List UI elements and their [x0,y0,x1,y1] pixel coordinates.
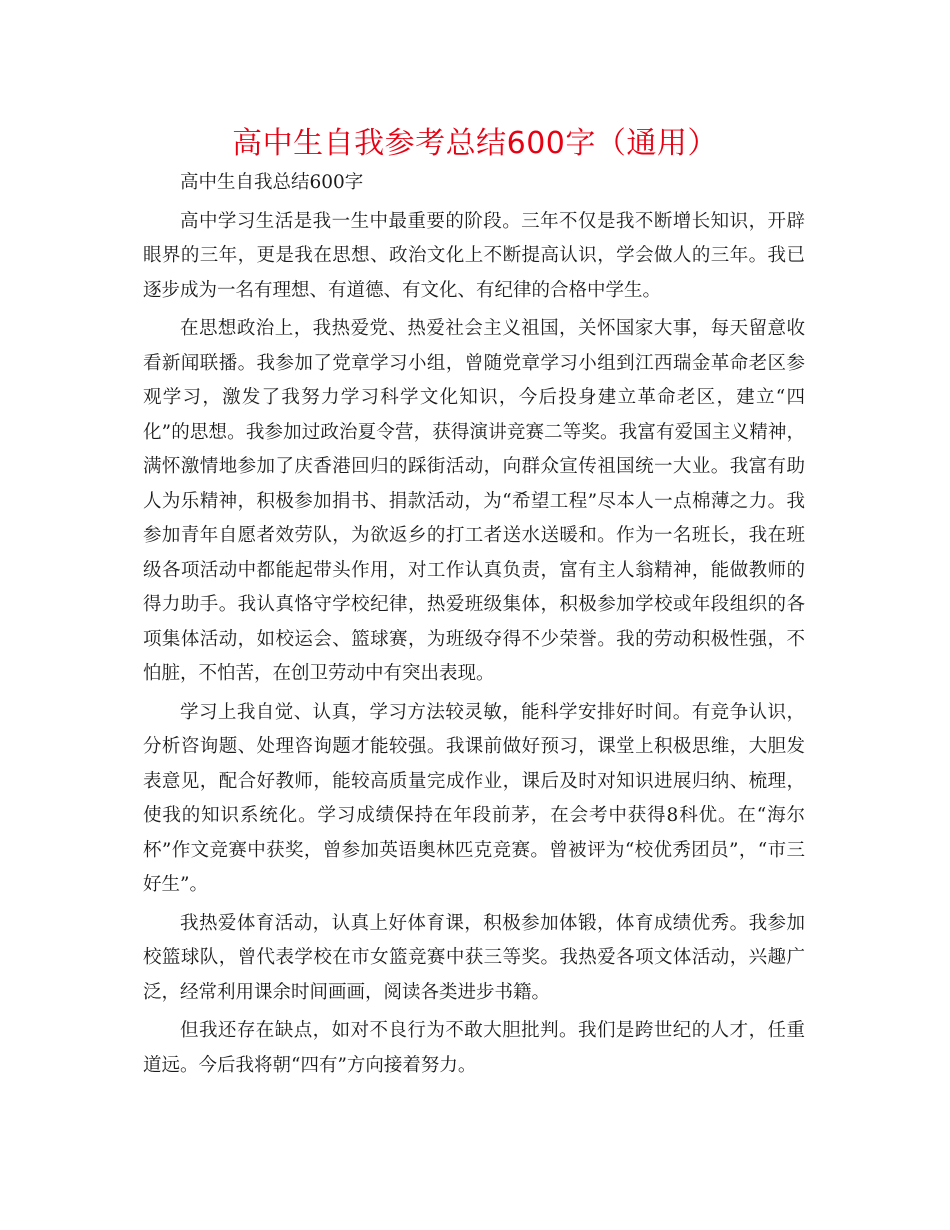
paragraph-politics: 在思想政治上，我热爱党、热爱社会主义祖国，关怀国家大事，每天留意收看新闻联播。我参加了党章学习小组，曾随党章学习小组到江西瑞金革命老区参观学习，激发了我努力学习科学文化知识，今后投身建立革命老区，建立“四化”的思想。我参加过政治夏令营，获得演讲竞赛二等奖。我富有爱国主义精神，满怀激情地参加了庆香港回归的踩街活动，向群众宣传祖国统一大业。我富有助人为乐精神，积极参加捐书、捐款活动，为“希望工程”尽本人一点棉薄之力。我参加青年自愿者效劳队，为欲返乡的打工者送水送暖和。作为一名班长，我在班级各项活动中都能起带头作用，对工作认真负责，富有主人翁精神，能做教师的得力助手。我认真恪守学校纪律，热爱班级集体，积极参加学校或年段组织的各项集体活动，如校运会、篮球赛，为班级夺得不少荣誉。我的劳动积极性强，不怕脏，不怕苦，在创卫劳动中有突出表现。 [143,318,805,684]
paragraph-conclusion: 但我还存在缺点，如对不良行为不敢大胆批判。我们是跨世纪的人才，任重道远。今后我将朝“四有”方向接着努力。 [143,1020,805,1076]
paragraph-intro: 高中学习生活是我一生中最重要的阶段。三年不仅是我不断增长知识，开辟眼界的三年，更是我在思想、政治文化上不断提高认识，学会做人的三年。我已逐步成为一名有理想、有道德、有文化、有纪律的合格中学生。 [143,210,805,301]
paragraph-study: 学习上我自觉、认真，学习方法较灵敏，能科学安排好时间。有竞争认识，分析咨询题、处理咨询题才能较强。我课前做好预习，课堂上积极思维，大胆发表意见，配合好教师，能较高质量完成作业，课后及时对知识进展归纳、梳理，使我的知识系统化。学习成绩保持在年段前茅，在会考中获得8科优。在“海尔杯”作文竞赛中获奖，曾参加英语奥林匹克竞赛。曾被评为“校优秀团员”，“市三好生”。 [143,701,805,895]
document-subtitle: 高中生自我总结600字 [180,172,364,193]
paragraph-sports: 我热爱体育活动，认真上好体育课，积极参加体锻，体育成绩优秀。我参加校篮球队，曾代表学校在市女篮竞赛中获三等奖。我热爱各项文体活动，兴趣广泛，经常利用课余时间画画，阅读各类进步书籍。 [143,912,805,1003]
document-title: 高中生自我参考总结600字（通用） [232,126,718,161]
document-body [143,166,805,1083]
